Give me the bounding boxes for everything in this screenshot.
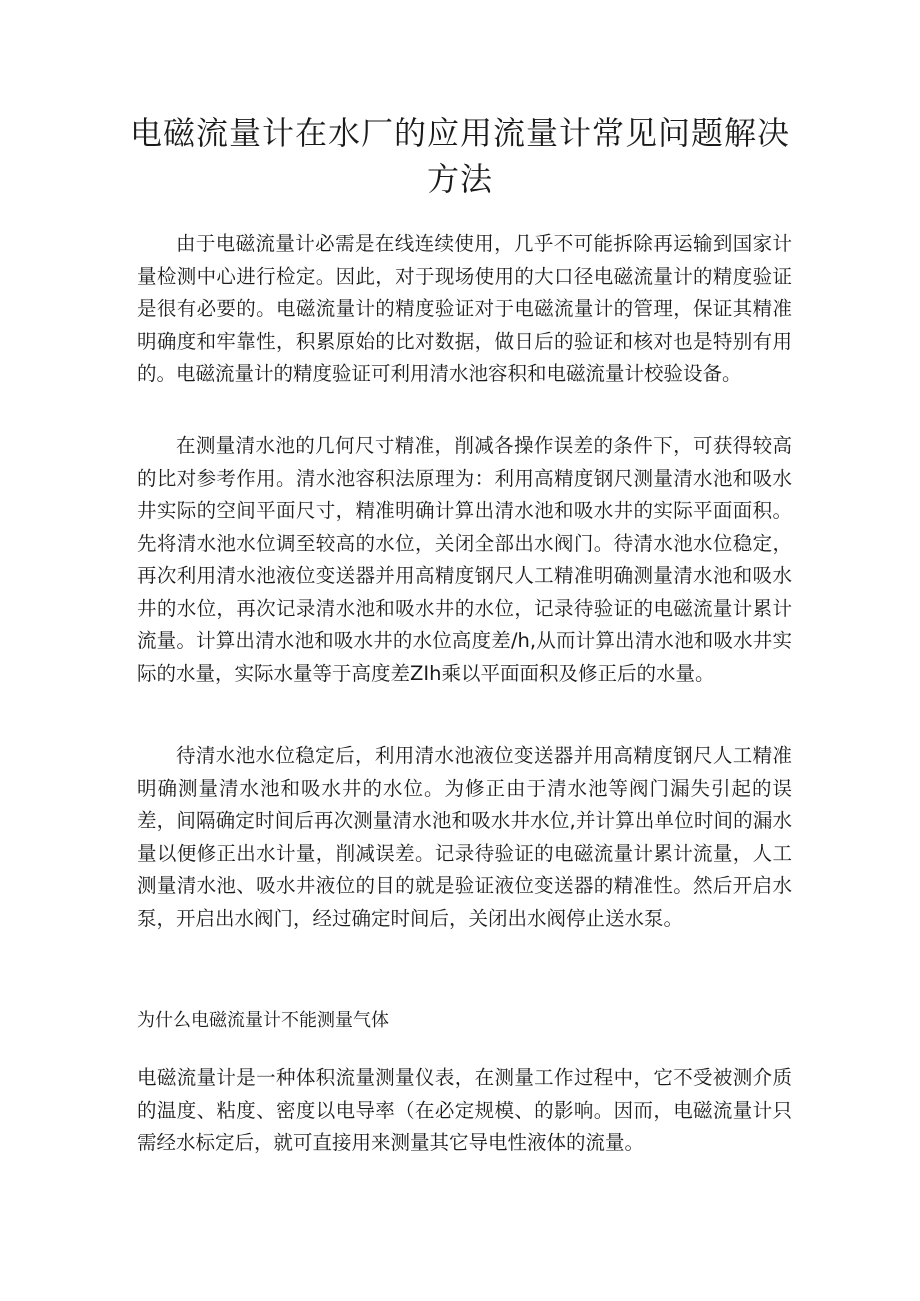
paragraph-4: 电磁流量计是一种体积流量测量仪表，在测量工作过程中，它不受被测介质的温度、粘度、密度以电导率（在必定规模、的影响。因而，电磁流量计只需经水标定后，就可直接用来测量其它导电性液体的流量。 [137,1066,792,1154]
paragraph-1: 由于电磁流量计必需是在线连续使用，几乎不可能拆除再运输到国家计量检测中心进行检定。因此，对于现场使用的大口径电磁流量计的精度验证是很有必要的。电磁流量计的精度验证对于电磁流量计的管理，保证其精准明确度和牢靠性，积累原始的比对数据，做日后的验证和核对也是特别有用的。电磁流量计的精度验证可利用清水池容积和电磁流量计校验设备。 [137,232,792,385]
section-heading: 为什么电磁流量计不能测量气体 [137,1010,389,1031]
document-title: 电磁流量计在水厂的应用流量计常见问题解决方法 [129,114,790,198]
paragraph-3: 待清水池水位稳定后，利用清水池液位变送器并用高精度钢尺人工精准明确测量清水池和吸水井的水位。为修正由于清水池等阀门漏失引起的误差，间隔确定时间后再次测量清水池和吸水井水位,并计算出单位时间的漏水量以便修正出水计量，削减误差。记录待验证的电磁流量计累计流量，人工测量清水池、吸水井液位的目的就是验证液位变送器的精准性。然后开启水泵，开启出水阀门，经过确定时间后，关闭出水阀停止送水泵。 [137,744,792,930]
paragraph-2: 在测量清水池的几何尺寸精准，削减各操作误差的条件下，可获得较高的比对参考作用。清水池容积法原理为：利用高精度钢尺测量清水池和吸水井实际的空间平面尺寸，精准明确计算出清水池和吸水井的实际平面面积。先将清水池水位调至较高的水位，关闭全部出水阀门。待清水池水位稳定，再次利用清水池液位变送器并用高精度钢尺人工精准明确测量清水池和吸水井的水位，再次记录清水池和吸水井的水位，记录待验证的电磁流量计累计流量。计算出清水池和吸水井的水位高度差/h,从而计算出清水池和吸水井实际的水量，实际水量等于高度差ZIh乘以平面面积及修正后的水量。 [137,434,792,685]
